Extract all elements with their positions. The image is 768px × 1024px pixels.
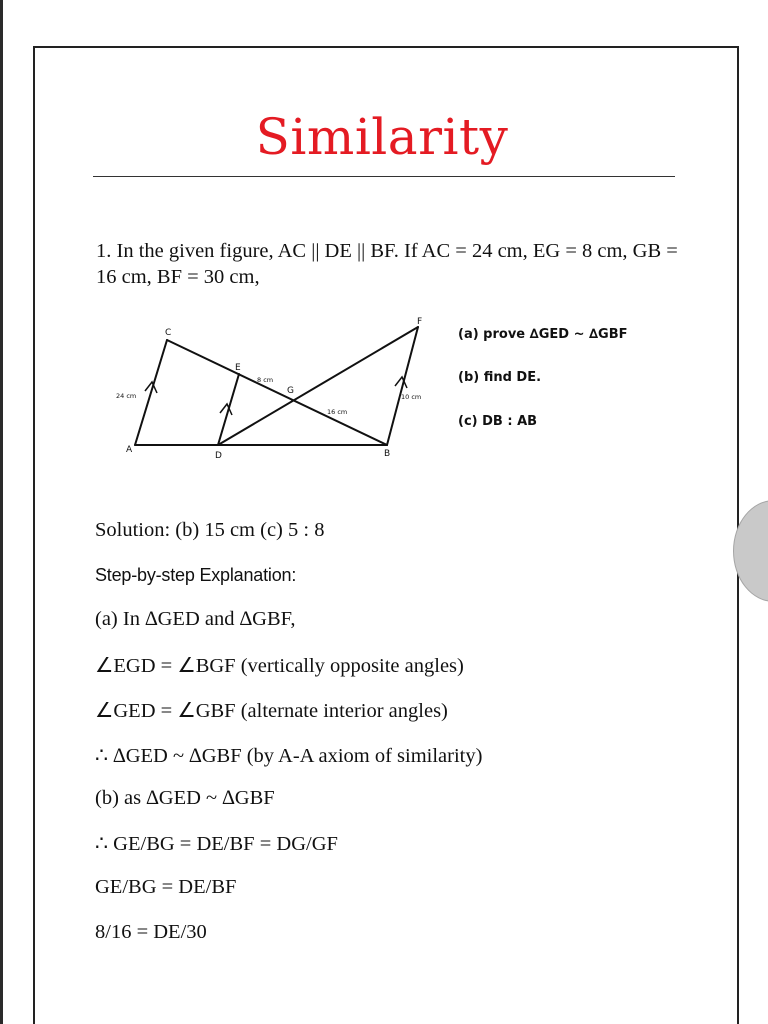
point-c: C — [165, 328, 172, 338]
step-line: GE/BG = DE/BF — [95, 876, 237, 898]
segment-cb — [167, 340, 387, 445]
subquestion-a: (a) prove ∆GED ~ ∆GBF — [458, 327, 628, 342]
subquestion-b: (b) find DE. — [458, 370, 542, 385]
point-b: B — [384, 449, 391, 459]
step-line: ∠EGD = ∠BGF (vertically opposite angles) — [95, 655, 464, 677]
page-title: Similarity — [255, 108, 509, 166]
step-line: (a) In ∆GED and ∆GBF, — [95, 608, 296, 630]
title-underline — [93, 176, 675, 177]
segment-bf — [387, 327, 418, 445]
step-line: ∠GED = ∠GBF (alternate interior angles) — [95, 700, 448, 722]
label-bf: 10 cm — [401, 393, 422, 401]
geometry-figure — [108, 312, 448, 462]
segment-df — [218, 327, 418, 445]
step-line: ∴ GE/BG = DE/BF = DG/GF — [95, 833, 338, 855]
point-g: G — [287, 386, 294, 396]
subquestion-c: (c) DB : AB — [458, 414, 538, 429]
point-e: E — [235, 363, 241, 373]
explanation-heading: Step-by-step Explanation: — [95, 565, 297, 585]
question-text: 1. In the given figure, AC || DE || BF. If AC = 24 cm, EG = 8 cm, GB = 16 cm, BF = 30 cm, — [96, 240, 678, 288]
step-line: 8/16 = DE/30 — [95, 921, 207, 943]
solution-line: Solution: (b) 15 cm (c) 5 : 8 — [95, 519, 325, 541]
label-eg: 8 cm — [257, 376, 274, 384]
point-a: A — [126, 445, 133, 455]
label-gb: 16 cm — [327, 408, 348, 416]
point-d: D — [215, 451, 222, 461]
point-f: F — [417, 317, 423, 327]
label-ac: 24 cm — [116, 392, 137, 400]
step-line: ∴ ∆GED ~ ∆GBF (by A-A axiom of similarity) — [95, 745, 483, 767]
step-line: (b) as ∆GED ~ ∆GBF — [95, 787, 275, 809]
segment-ac — [135, 340, 167, 445]
